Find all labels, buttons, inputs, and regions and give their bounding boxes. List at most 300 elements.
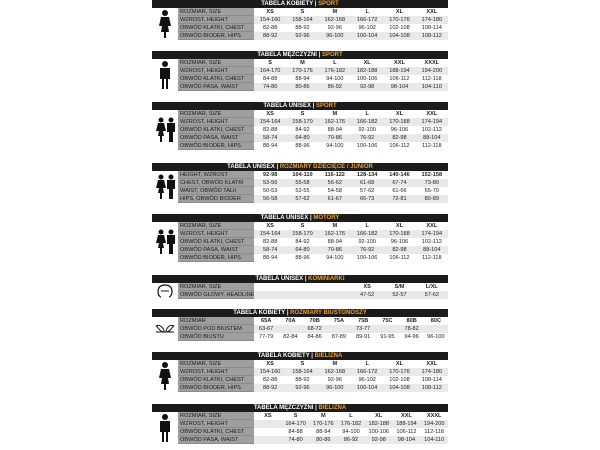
table-cell: 108-112 (421, 33, 442, 39)
table-cell: 73-80 (424, 180, 439, 186)
table-cell: XL (395, 111, 404, 117)
table-row (254, 325, 448, 333)
row-label: OBWÓD KLATKI, CHEST (178, 24, 254, 32)
table-cell: 82-98 (392, 135, 407, 141)
table-cell: 82-84 (283, 334, 298, 340)
title-separator: | (274, 164, 280, 170)
section-category: KOMINIARKI (308, 276, 345, 282)
table-cell: 174-180 (421, 17, 443, 23)
section-title-text: TABELA KOBIETY (233, 310, 286, 316)
section-title-text: TABELA KOBIETY (257, 353, 310, 359)
table-cell: 104-108 (389, 385, 410, 391)
table-cell: 57-62 (359, 188, 375, 194)
table-cell: 80C (430, 318, 441, 324)
table-row (254, 179, 448, 187)
table-cell: 94-100 (326, 255, 344, 261)
title-separator: | (313, 405, 319, 411)
section-title (152, 404, 448, 412)
section-title (152, 275, 448, 283)
table-cell: 188-194 (389, 68, 410, 74)
row-label: WZROST, HEIGHT (178, 16, 254, 24)
table-cell: 47-52 (359, 292, 375, 298)
table-cell (319, 283, 351, 291)
table-cell: 92-100 (358, 127, 376, 133)
table-cell: 88-94 (295, 76, 310, 82)
row-label: OBWÓD KLATKI, CHEST (178, 428, 254, 436)
row-label: HIPS, OBWÓD BIODER (178, 195, 254, 203)
table-cell: 88-104 (423, 247, 441, 253)
table-row (254, 333, 448, 341)
table-cell: XS (363, 284, 371, 290)
table-cell: 53-56 (263, 180, 278, 186)
table-cell: 58-74 (263, 135, 278, 141)
section-title (152, 309, 448, 317)
table-cell (254, 436, 282, 444)
row-label: ROZMIAR, SIZE (178, 222, 254, 230)
table-cell: 55-58 (295, 180, 310, 186)
section-title-text: TABELA UNISEX (227, 164, 275, 170)
table-cell: 94-100 (326, 143, 344, 149)
table-cell: 158-170 (292, 119, 313, 125)
table-cell: 98-104 (397, 437, 416, 443)
table-cell: 96-102 (358, 377, 376, 383)
table-cell: 67-74 (392, 180, 407, 186)
row-label: ROZMIAR, SIZE (178, 412, 254, 420)
table-cell: 64-80 (295, 135, 310, 141)
table-cell: 88-94 (263, 255, 278, 261)
table-cell: 84-88 (263, 76, 278, 82)
size-table-section (152, 214, 448, 262)
table-cell: 166-172 (356, 17, 378, 23)
row-label: ROZMIAR (178, 317, 254, 325)
table-cell: 61-66 (392, 188, 407, 194)
section-title (152, 0, 448, 8)
table-cell: 154-164 (259, 231, 281, 237)
table-cell: 84-92 (295, 239, 310, 245)
table-cell: 70A (285, 318, 296, 324)
table-cell: XXL (426, 111, 438, 117)
table-cell: XXL (426, 223, 438, 229)
table-cell: 98-104 (390, 84, 409, 90)
table-cell: 84-92 (295, 127, 310, 133)
table-row (254, 118, 448, 126)
table-cell: 80-89 (424, 196, 439, 202)
table-cell: 78-82 (404, 326, 419, 332)
row-labels (178, 412, 254, 444)
table-cell: 166-182 (356, 231, 378, 237)
table-cell: 158-164 (292, 17, 313, 23)
table-cell: 61-68 (359, 180, 375, 186)
size-header-row (254, 110, 448, 118)
table-cell: 92-98 (359, 84, 375, 90)
unisex-silhouette-icon (152, 110, 178, 150)
size-header-row (254, 283, 448, 291)
table-cell: 166-172 (356, 369, 378, 375)
table-cell: 65A (260, 318, 272, 324)
title-separator: | (316, 52, 322, 58)
table-cell: 82-98 (392, 247, 407, 253)
table-cell: 176-182 (340, 421, 362, 427)
table-cell (286, 283, 318, 291)
table-cell: M (320, 413, 326, 419)
table-cell (278, 325, 302, 333)
row-labels (178, 110, 254, 150)
table-cell: 112-118 (421, 255, 442, 261)
table-row (254, 238, 448, 246)
table-cell: 104-108 (389, 33, 410, 39)
table-cell: 54-58 (327, 188, 342, 194)
unisex-silhouette-icon (152, 171, 178, 203)
table-cell: S (293, 413, 298, 419)
row-label: OBWÓD PASA, WAIST (178, 246, 254, 254)
table-cell: 140-146 (389, 172, 410, 178)
table-cell (327, 325, 351, 333)
section-category: SPORT (322, 52, 343, 58)
table-cell: 82-88 (263, 127, 278, 133)
size-values (254, 171, 448, 203)
section-category: ROZMIARY DZIECIĘCE / JUNIOR (279, 164, 373, 170)
size-header-row (254, 171, 448, 179)
section-category: SPORT (316, 103, 337, 109)
table-cell: 182-188 (368, 421, 389, 427)
size-header-row (254, 8, 448, 16)
table-cell: XS (266, 9, 274, 15)
table-cell: 58-74 (263, 247, 278, 253)
table-cell: 91-95 (380, 334, 395, 340)
title-separator: | (309, 353, 315, 359)
table-cell: 92-96 (295, 33, 310, 39)
table-cell: S (300, 111, 305, 117)
size-header-row (254, 222, 448, 230)
section-category: SPORT (318, 1, 339, 7)
table-cell: 174-194 (421, 231, 443, 237)
man-silhouette-icon (152, 412, 178, 444)
table-cell: 128-134 (356, 172, 378, 178)
table-cell: 174-180 (421, 369, 443, 375)
table-row (254, 254, 448, 262)
size-values (254, 59, 448, 91)
table-cell: 170-188 (389, 119, 410, 125)
table-cell: 94-100 (342, 429, 360, 435)
row-labels (178, 283, 254, 299)
table-cell: 94-100 (326, 76, 344, 82)
section-category: BIELIZNA (314, 353, 343, 359)
size-table-section (152, 309, 448, 341)
table-cell: 84-86 (307, 334, 322, 340)
table-cell: 80-86 (295, 84, 310, 90)
table-cell (254, 283, 286, 291)
table-row (254, 368, 448, 376)
table-cell: 102-112 (421, 239, 442, 245)
table-cell: 96-100 (326, 33, 344, 39)
table-row (254, 67, 448, 75)
row-label: ROZMIAR, SIZE (178, 283, 254, 291)
table-cell: XL (395, 361, 404, 367)
size-values (254, 412, 448, 444)
table-cell: XXL (401, 413, 412, 419)
section-title-text: TABELA UNISEX (260, 215, 309, 221)
table-cell: 75B (357, 318, 369, 324)
table-cell: L (333, 60, 337, 66)
woman-silhouette-icon (152, 8, 178, 40)
row-label: OBWÓD BIODER, HIPS (178, 32, 254, 40)
table-cell: 116-122 (324, 172, 345, 178)
table-cell: 170-176 (389, 369, 410, 375)
row-label: OBWÓD BIODER, HIPS (178, 142, 254, 150)
row-label: ROZMIAR, SIZE (178, 8, 254, 16)
table-cell: 188-194 (396, 421, 417, 427)
table-cell: 52-55 (295, 188, 310, 194)
table-row (254, 32, 448, 40)
table-cell: XXL (426, 361, 438, 367)
table-cell: 164-170 (285, 421, 306, 427)
table-cell: 92-98 (263, 172, 278, 178)
table-cell: S/M (394, 284, 405, 290)
row-labels (178, 222, 254, 262)
table-cell: 88-92 (295, 377, 310, 383)
table-cell: 170-176 (292, 68, 313, 74)
row-label: OBWÓD KLATKI, CHEST (178, 376, 254, 384)
table-cell: 106-112 (389, 143, 410, 149)
title-separator: | (285, 310, 291, 316)
section-title (152, 352, 448, 360)
table-cell: 162-176 (324, 119, 346, 125)
row-label: OBWÓD BIODER, HIPS (178, 384, 254, 392)
table-cell: XXXL (426, 413, 442, 419)
table-row (254, 246, 448, 254)
table-cell: L (365, 111, 369, 117)
size-table-section (152, 163, 448, 203)
table-row (254, 187, 448, 195)
size-table-section (152, 275, 448, 299)
row-label: OBWÓD BIUSTU (178, 333, 254, 341)
table-cell: 76-92 (359, 247, 375, 253)
table-cell: 162-168 (324, 369, 346, 375)
table-cell (424, 325, 448, 333)
table-cell: 94-96 (404, 334, 419, 340)
row-label: WZROST, HEIGHT (178, 368, 254, 376)
section-title-text: TABELA KOBIETY (261, 1, 314, 7)
size-header-row (254, 59, 448, 67)
table-cell: 88-94 (263, 143, 278, 149)
table-cell: 104-110 (424, 437, 445, 443)
row-label: ROZMIAR, SIZE (178, 59, 254, 67)
section-title (152, 51, 448, 59)
row-label: OBWÓD PASA, WAIST (178, 436, 254, 444)
table-cell: 106-112 (389, 255, 410, 261)
size-table-section (152, 404, 448, 444)
table-cell (286, 291, 318, 299)
table-cell: 61-67 (327, 196, 342, 202)
table-row (254, 436, 448, 444)
table-cell: 158-170 (292, 231, 313, 237)
table-cell: 56-58 (263, 196, 278, 202)
table-cell: 106-112 (396, 429, 417, 435)
size-header-row (254, 412, 448, 420)
table-cell: S (300, 223, 305, 229)
table-cell: 96-106 (390, 127, 409, 133)
table-cell (254, 291, 286, 299)
row-label: OBWÓD PASA, WAIST (178, 83, 254, 91)
size-values (254, 222, 448, 262)
table-cell: 162-176 (324, 231, 346, 237)
section-title (152, 163, 448, 171)
table-cell: XS (266, 223, 274, 229)
table-cell: 75C (382, 318, 393, 324)
table-cell: 88-92 (295, 25, 310, 31)
table-cell: 82-88 (263, 377, 278, 383)
table-cell: 182-188 (356, 68, 378, 74)
table-cell: 92-96 (327, 377, 342, 383)
table-cell: 92-98 (371, 437, 386, 443)
row-labels (178, 8, 254, 40)
section-title-text: TABELA MĘŻCZYŹNI (253, 405, 314, 411)
size-header-row (254, 360, 448, 368)
table-cell (254, 420, 282, 428)
table-cell: 112-118 (424, 429, 445, 435)
woman-silhouette-icon (152, 360, 178, 392)
table-cell: 57-62 (295, 196, 310, 202)
table-cell (319, 291, 351, 299)
table-cell: 176-182 (324, 68, 346, 74)
table-cell: M (332, 111, 338, 117)
table-cell: S (268, 60, 273, 66)
table-row (254, 195, 448, 203)
row-labels (178, 171, 254, 203)
table-cell: 108-114 (421, 25, 442, 31)
size-table-section (152, 102, 448, 150)
row-label: WZROST, HEIGHT (178, 230, 254, 238)
size-values (254, 8, 448, 40)
table-cell: 102-108 (389, 25, 410, 31)
table-cell: L (365, 9, 369, 15)
table-cell: 92-96 (295, 385, 310, 391)
table-cell: 57-62 (424, 292, 439, 298)
table-cell (254, 428, 282, 436)
table-row (254, 230, 448, 238)
row-label: ROZMIAR, SIZE (178, 360, 254, 368)
table-cell: XL (395, 223, 404, 229)
table-cell: 100-104 (356, 33, 378, 39)
balaclava-head-icon (152, 283, 178, 299)
row-label: OBWÓD PASA, WAIST (178, 134, 254, 142)
table-row (254, 428, 448, 436)
table-cell: XL (363, 60, 371, 66)
table-row (254, 16, 448, 24)
section-title-text: TABELA UNISEX (255, 276, 304, 282)
title-separator: | (310, 103, 316, 109)
row-label: OBWÓD POD BIUSTEM (178, 325, 254, 333)
table-cell: 96-102 (358, 25, 376, 31)
size-values (254, 317, 448, 341)
row-label: HEIGHT, WZROST (178, 171, 254, 179)
table-cell: L (349, 413, 353, 419)
table-cell: 87-89 (331, 334, 347, 340)
table-cell: M (332, 223, 338, 229)
table-row (254, 420, 448, 428)
table-cell: 88-104 (423, 135, 441, 141)
table-cell: 194-200 (421, 68, 443, 74)
table-cell: XXXL (424, 60, 440, 66)
table-cell: 88-96 (295, 143, 310, 149)
table-cell: 88-94 (327, 127, 342, 133)
table-cell: XL (395, 9, 404, 15)
table-row (254, 134, 448, 142)
size-table-section (152, 352, 448, 392)
size-table-section (152, 0, 448, 40)
table-cell: 108-114 (421, 377, 442, 383)
row-label: CHEST, OBWÓD KLATKI (178, 179, 254, 187)
table-row (254, 24, 448, 32)
table-cell: XXL (394, 60, 405, 66)
size-values (254, 283, 448, 299)
table-cell: 82-88 (263, 239, 278, 245)
table-cell: 104-110 (421, 84, 442, 90)
size-values (254, 360, 448, 392)
table-cell: 152-158 (421, 172, 443, 178)
size-table-section (152, 51, 448, 91)
row-label: WZROST, HEIGHT (178, 118, 254, 126)
unisex-silhouette-icon (152, 222, 178, 262)
table-cell: 194-200 (423, 421, 445, 427)
table-cell: 108-112 (421, 385, 442, 391)
table-cell: 76-92 (359, 135, 375, 141)
table-row (254, 384, 448, 392)
table-cell: 70-86 (327, 247, 342, 253)
table-cell (375, 325, 399, 333)
title-separator: | (308, 215, 314, 221)
table-cell: S (300, 361, 305, 367)
size-values (254, 110, 448, 150)
table-cell: 63-67 (258, 326, 274, 332)
table-cell: XS (264, 413, 272, 419)
table-cell: M (300, 60, 305, 66)
table-cell: 84-88 (288, 429, 303, 435)
table-cell: 73-77 (355, 326, 371, 332)
table-cell: 70-86 (327, 135, 342, 141)
table-cell: 88-92 (263, 33, 278, 39)
table-cell: 92-96 (327, 25, 342, 31)
table-cell: 80B (406, 318, 417, 324)
table-cell: 68-72 (307, 326, 322, 332)
table-cell: 100-106 (356, 255, 378, 261)
section-title-text: TABELA MĘŻCZYŹNI (257, 52, 317, 58)
table-cell: 170-188 (389, 231, 410, 237)
table-cell: L/XL (425, 284, 438, 290)
section-category: BIELIZNA (318, 405, 347, 411)
table-cell: 112-118 (421, 143, 442, 149)
table-row (254, 83, 448, 91)
table-cell: 100-106 (356, 76, 378, 82)
row-labels (178, 317, 254, 341)
table-cell: 154-164 (259, 119, 281, 125)
row-label: OBWÓD KLATKI, CHEST (178, 126, 254, 134)
table-cell: 96-100 (326, 385, 344, 391)
table-cell: 88-96 (295, 255, 310, 261)
table-cell: XS (266, 361, 274, 367)
table-cell: 154-160 (259, 369, 281, 375)
table-cell: 96-106 (390, 239, 409, 245)
table-cell: 82-88 (263, 25, 278, 31)
table-cell: 89-91 (355, 334, 371, 340)
table-cell: 75A (333, 318, 344, 324)
table-cell: 100-106 (356, 143, 378, 149)
table-cell: 88-94 (316, 429, 331, 435)
section-category: ROZMIARY BIUSTONOSZY (290, 310, 367, 316)
title-separator: | (303, 276, 309, 282)
row-label: WZROST, HEIGHT (178, 420, 254, 428)
table-cell: L (365, 361, 369, 367)
